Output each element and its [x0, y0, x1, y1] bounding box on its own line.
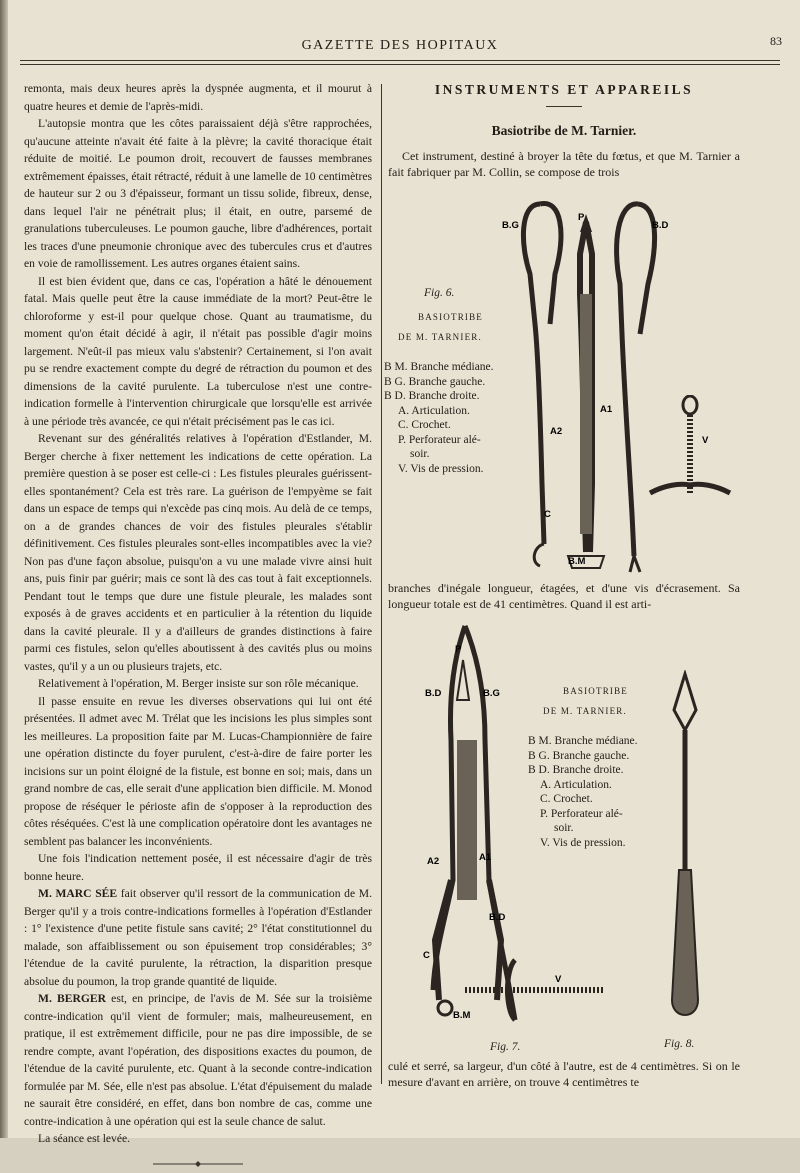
section-title: INSTRUMENTS ET APPAREILS [388, 82, 740, 98]
label-p: P [578, 212, 585, 223]
legend-item: P. Perforateur alé- [528, 807, 638, 822]
label-bm: B.M [568, 556, 586, 567]
header-rule-thin [20, 64, 780, 65]
label-a1: A1 [479, 852, 492, 863]
label-bm: B.M [453, 1010, 471, 1021]
legend-item: C. Crochet. [528, 792, 638, 807]
label-a2: A2 [427, 856, 439, 867]
figure-6-legend [384, 360, 494, 476]
section-rule [546, 106, 582, 107]
left-column [24, 80, 372, 1173]
label-a2: A2 [550, 426, 562, 437]
article-intro: Cet instrument, destiné à broyer la tête du fœtus, et que M. Tarnier a fait fabriquer par M. Collin, se compose de trois [388, 148, 740, 180]
article-closing: culé et serré, sa largeur, d'un côté à l'autre, est de 4 centimètres. Si on le mesure d'avant en arrière, on trouve 4 centimètres te [388, 1058, 740, 1090]
right-column [388, 80, 740, 180]
figure-7-title: BASIOTRIBE [563, 686, 628, 696]
label-c: C [423, 950, 430, 961]
legend-item: B D. Branche droite. [528, 763, 638, 778]
paragraph: L'autopsie montra que les côtes paraissaient déjà s'être rapprochées, qu'aucune atteinte n'avait été faite à la plèvre; la cavité thoracique était réduite de moitié. Le poumon droit, recouvert de fausses membranes extrêmement épaisses, était rétracté, réduit à une lamelle de 10 centimètres de hauteur sur 2 ou 3 d'épaisseur, formant un tissu solide, fibreux, dense, dans lequel l'air ne pénétrait plus; il était, en outre, parsemé de granulations tuberculeuses. Le poumon gauche, libre d'adhérences, portait les traces d'une pneumonie chronique avec des tubercules crus et d'autres en voie de ramollissement. Les autres organes étaient sains. [24, 115, 372, 273]
figure-6-title: BASIOTRIBE [418, 312, 483, 322]
paragraph-text: est, en principe, de l'avis de M. Sée sur la troisième contre-indication qu'il vient de formuler; mais, malheureusement, en pratique, il est extrêmement difficile, pour ne pas dire impossible, de se rendre compte, avant l'opération, des dispositions exactes du poumon, de l'étendue de la cavité purulente, etc. Quant à la seconde contre-indication formulée par M. Sée, elle n'est pas absolue. L'état d'épuisement du malade ne saurait être considéré, en effet, dans bon nombre de cas, comme une contre-indication à une opération qui est la seule chance de salut. [24, 992, 372, 1128]
legend-item: P. Perforateur alé- [384, 433, 494, 448]
legend-item: A. Articulation. [384, 404, 494, 419]
label-v: V [702, 435, 709, 446]
legend-item: B G. Branche gauche. [384, 375, 494, 390]
article-continuation: branches d'inégale longueur, étagées, et d'une vis d'écrasement. Sa longueur totale est de 41 centimètres. Quand il est arti- [388, 580, 740, 612]
legend-item: A. Articulation. [528, 778, 638, 793]
label-bd: B.D [425, 688, 442, 699]
column-divider [381, 84, 382, 1084]
label-bg: B.G [483, 688, 500, 699]
label-bd-lower: B.D [489, 912, 506, 923]
journal-title: GAZETTE DES HOPITAUX [20, 38, 780, 54]
header-rule [20, 60, 780, 61]
page-header [20, 34, 780, 74]
label-c: C [544, 509, 551, 520]
paragraph: Revenant sur des généralités relatives à l'opération d'Estlander, M. Berger cherche à fixer nettement les indications de cette opération. La première question à se poser est celle-ci : Les fistules pleurales guérissent-elles spontanément? Cela est très rare. La guérison de l'empyème se fait dans un espace de temps qui n'excède pas cinq mois. Au delà de ce temps, on a de grandes chances de voir des fistules pleurales s'établir définitivement. Ces fistules pleurales sont-elles incompatibles avec la vie? Non pas d'une façon absolue, puisqu'on a vu une malade vivre ainsi huit ans, puis finir par guérir; mais ce sont là des cas tout à fait exceptionnels. Pendant tout le temps que dure une fistule pleurale, les malades sont exposés à de graves accidents et en particulier à la rétention du liquide dans la cavité pleurale. Il y a d'ailleurs de grandes distinctions à faire parmi ces fistules, selon qu'elles aboutissent à des cavités plus ou moins vastes, qu'il y a un ou plusieurs trajets, etc. [24, 430, 372, 675]
end-ornament [24, 1156, 372, 1173]
legend-item: C. Crochet. [384, 418, 494, 433]
paragraph: Relativement à l'opération, M. Berger insiste sur son rôle mécanique. [24, 675, 372, 693]
legend-item: B M. Branche médiane. [528, 734, 638, 749]
article-title: Basiotribe de M. Tarnier. [388, 123, 740, 139]
figure-7-label: Fig. 7. [490, 1041, 520, 1053]
figure-7-legend [528, 734, 638, 850]
label-a1: A1 [600, 404, 613, 415]
figure-6-subtitle: DE M. TARNIER. [398, 332, 482, 342]
paragraph [24, 990, 372, 1130]
figure-6-label: Fig. 6. [424, 287, 454, 299]
paragraph-text: fait observer qu'il ressort de la communication de M. Berger qu'il y a trois contre-indications formelles à l'opération d'Estlander : 1° l'existence d'une petite fistule sans cavité; 2° l'état constitutionnel du malade, son affaiblissement ou son épuisement trop considérables; 3° l'étendue de la cavité purulente, la rétraction, la disparition presque absolue du poumon, la trop grande quantité de liquide. [24, 887, 372, 988]
paragraph [24, 885, 372, 990]
figure-8-label: Fig. 8. [664, 1038, 694, 1050]
page-number: 83 [770, 34, 782, 49]
label-bd: B.D [652, 220, 669, 231]
legend-item: B G. Branche gauche. [528, 749, 638, 764]
paragraph: Il passe ensuite en revue les diverses observations qui lui ont été présentées. Il admet avec M. Trélat que les incisions les plus simples sont les meilleures. La proposition faite par M. Lucas-Championnière de faire une opération distincte du foyer purulent, c'est-à-dire de faire porter les incisions sur un point éloigné de la fistule, est bonne en soi; mais, dans un grand nombre de cas, elle serait d'une application bien difficile. M. Monod propose de réséquer le périoste afin de s'opposer à la reproduction des côtes réséquées. C'est là une complication opératoire dont les avantages ne semblent pas balancer les inconvénients. [24, 693, 372, 851]
figure-8-illustration [660, 670, 710, 1035]
legend-item: V. Vis de pression. [384, 462, 494, 477]
pressure-screw-illustration [640, 395, 740, 525]
legend-item: soir. [528, 821, 638, 836]
paragraph: remonta, mais deux heures après la dyspnée augmenta, et il mourut à quatre heures et demie de l'après-midi. [24, 80, 372, 115]
speaker-name: M. MARC SÉE [38, 887, 117, 900]
binding-edge [0, 0, 8, 1138]
label-v: V [555, 974, 562, 985]
figure-7-subtitle: DE M. TARNIER. [543, 706, 627, 716]
legend-item: V. Vis de pression. [528, 836, 638, 851]
paragraph: Une fois l'indication nettement posée, il est nécessaire d'agir de très bonne heure. [24, 850, 372, 885]
label-p: P [455, 644, 462, 655]
paragraph: La séance est levée. [24, 1130, 372, 1148]
legend-item: B M. Branche médiane. [384, 360, 494, 375]
label-bg: B.G [502, 220, 519, 231]
speaker-name: M. BERGER [38, 992, 106, 1005]
legend-item: B D. Branche droite. [384, 389, 494, 404]
paragraph: Il est bien évident que, dans ce cas, l'opération a hâté le dénouement fatal. Mais quelle peut être la cause immédiate de la mort? Peut-être le chloroforme y est-il pour quelque chose. Quant au traumatisme, du moment qu'on était décidé à agir, il n'était pas possible d'agir moins largement. N'eût-il pas mieux valu s'abstenir? Certainement, si l'on avait pu se rendre exactement compte du degré de rétraction du poumon et des dimensions de la cavité purulente. La tuberculose n'est une contre-indication formelle à l'intervention chirurgicale que lorsqu'elle est arrivée à une période très avancée, ce qui n'était précisément pas le cas ici. [24, 273, 372, 431]
legend-item: soir. [384, 447, 494, 462]
